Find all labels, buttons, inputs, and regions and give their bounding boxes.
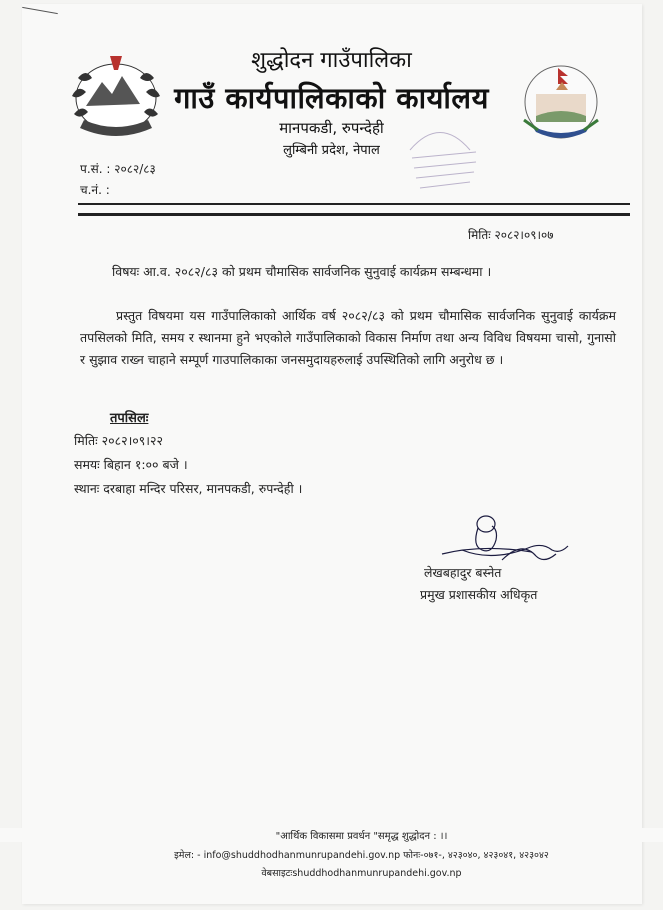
event-time: समयः बिहान १:०० बजे ।: [74, 457, 188, 472]
footer-slogan: "आर्थिक विकासमा प्रवर्धन "समृद्ध शुद्धोदन : ।।: [0, 828, 663, 842]
reference-number: प.सं. : २०८२/८३: [80, 162, 156, 176]
office-title: गाउँ कार्यपालिकाको कार्यालय: [174, 81, 489, 115]
municipality-name: शुद्धोदन गाउँपालिका: [251, 48, 412, 73]
footer-website: वेबसाइटःshuddhodhanmunrupandehi.gov.np: [261, 868, 462, 879]
signatory-name: लेखबहादुर बस्नेत: [424, 565, 502, 580]
details-heading: तपसिलः: [110, 411, 149, 426]
office-address: मानपकडी, रुपन्देही: [279, 119, 384, 137]
header-divider-thin: [78, 203, 630, 205]
office-stamp-icon: [390, 110, 490, 210]
letter-body: [80, 305, 616, 371]
letter-date: मितिः २०८२।०९।०७: [468, 228, 554, 242]
dispatch-number: च.नं. :: [80, 183, 110, 197]
footer-contact: इमेल: - info@shuddhodhanmunrupandehi.gov.np फोनः-०७१-, ४२३०४०, ४२३०४१, ४२३०४२: [174, 850, 549, 861]
office-province: लुम्बिनी प्रदेश, नेपाल: [283, 143, 380, 158]
signatory-title: प्रमुख प्रशासकीय अधिकृत: [420, 587, 538, 602]
event-venue: स्थानः दरबाहा मन्दिर परिसर, मानपकडी, रुपन्देही ।: [74, 481, 303, 496]
letter-body-text: प्रस्तुत विषयमा यस गाउँपालिकाको आर्थिक वर्ष २०८२/८३ को प्रथम चौमासिक सार्वजनिक सुनुवाई कार्यक्रम तपसिलको मिति, समय र स्थानमा हुने भएकोले गाउँपालिकाको विकास निर्माण तथा अन्य विविध विषयमा चासो, गुनासो र सुझाव राख्न चाहाने सम्पूर्ण गाउपालिकाका जनसमुदायहरुलाई उपस्थितिको लागि अनुरोध छ ।: [80, 308, 616, 367]
event-date: मितिः २०८२।०९।२२: [74, 433, 164, 448]
letter-subject: विषयः आ.व. २०८२/८३ को प्रथम चौमासिक सार्वजनिक सुनुवाई कार्यक्रम सम्बन्धमा ।: [112, 264, 492, 279]
header-divider-thick: [78, 213, 630, 216]
